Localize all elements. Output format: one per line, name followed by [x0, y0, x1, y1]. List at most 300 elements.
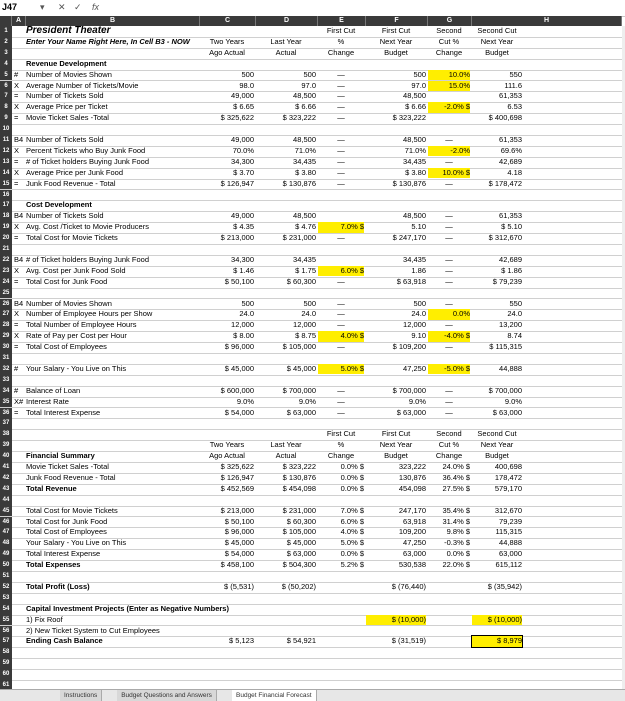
cell-c23[interactable]: $ 1.46 — [233, 265, 254, 275]
cell-d2[interactable]: Last Year — [270, 36, 302, 46]
cell-d8[interactable]: $ 6.66 — [295, 102, 316, 112]
cell-g22[interactable]: — — [445, 254, 453, 264]
cell-e48[interactable]: 5.0% $ — [340, 538, 364, 548]
row-number[interactable]: 42 — [0, 473, 12, 484]
row-number[interactable]: 58 — [0, 647, 12, 658]
cell-h5[interactable]: 550 — [509, 69, 522, 79]
cell-e38[interactable]: First Cut — [326, 429, 356, 439]
cell-reference[interactable]: J47 — [2, 2, 18, 12]
cell-f50[interactable]: 530,538 — [398, 560, 426, 570]
cell-f46[interactable]: 63,918 — [403, 516, 426, 526]
row-number[interactable]: 10 — [0, 124, 12, 135]
cell-b36[interactable]: Total Interest Expense — [26, 407, 101, 417]
cell-d39[interactable]: Last Year — [270, 440, 302, 450]
cell-d11[interactable]: 48,500 — [293, 135, 316, 144]
cell-g45[interactable]: 35.4% $ — [442, 505, 470, 515]
cell-h48[interactable]: 44,888 — [499, 538, 522, 548]
cell-c52[interactable]: $ (5,531) — [223, 581, 254, 591]
cell-b12[interactable]: Percent Tickets who Buy Junk Food — [26, 145, 146, 155]
cell-c26[interactable]: 500 — [241, 298, 254, 308]
cell-d36[interactable]: $ 63,000 — [286, 407, 316, 417]
cell-e20[interactable]: — — [337, 233, 345, 243]
cell-g23[interactable]: — — [445, 265, 453, 275]
cell-e2[interactable]: % — [337, 36, 345, 46]
cell-h26[interactable]: 550 — [509, 298, 522, 308]
cell-h19[interactable]: $ 5.10 — [501, 222, 522, 232]
cell-h14[interactable]: 4.18 — [507, 167, 522, 177]
row-number[interactable]: 17 — [0, 200, 12, 211]
cell-e30[interactable]: — — [337, 342, 345, 352]
cell-c46[interactable]: $ 50,100 — [224, 516, 254, 526]
cell-a9[interactable]: = — [14, 113, 19, 123]
row-number[interactable]: 39 — [0, 440, 12, 451]
cell-a6[interactable]: X — [14, 80, 20, 90]
cell-f26[interactable]: 500 — [413, 298, 426, 308]
row-number[interactable]: 26 — [0, 299, 12, 310]
row-number[interactable]: 18 — [0, 211, 12, 222]
cell-b29[interactable]: Rate of Pay per Cost per Hour — [26, 331, 127, 341]
column-header-g[interactable]: G — [428, 16, 472, 26]
row-number[interactable]: 38 — [0, 429, 12, 440]
row-number[interactable]: 20 — [0, 233, 12, 244]
cell-c32[interactable]: $ 45,000 — [224, 363, 254, 373]
cell-b18[interactable]: Number of Tickets Sold — [26, 211, 104, 221]
cell-f8[interactable]: $ 6.66 — [405, 102, 426, 112]
cell-h13[interactable]: 42,689 — [499, 156, 522, 166]
cell-a34[interactable]: # — [14, 385, 19, 395]
row-number[interactable]: 56 — [0, 626, 12, 637]
cell-b4[interactable]: Revenue Development — [26, 58, 107, 68]
cell-b45[interactable]: Total Cost for Movie Tickets — [26, 505, 118, 515]
cell-g47[interactable]: 9.8% $ — [446, 527, 470, 537]
cell-c3[interactable]: Ago Actual — [209, 47, 245, 57]
cell-e36[interactable]: — — [337, 407, 345, 417]
cell-f55[interactable]: $ (10,000) — [366, 615, 426, 626]
cell-c13[interactable]: 34,300 — [231, 156, 254, 166]
cell-g13[interactable]: — — [445, 156, 453, 166]
cell-e19[interactable]: 7.0% $ — [318, 222, 364, 233]
cell-e34[interactable]: — — [337, 385, 345, 395]
cell-b43[interactable]: Total Revenue — [26, 483, 77, 493]
cell-c40[interactable]: Ago Actual — [209, 451, 245, 461]
cell-a24[interactable]: = — [14, 276, 19, 286]
cell-b11[interactable]: Number of Tickets Sold — [26, 135, 104, 144]
cell-h42[interactable]: 178,472 — [494, 472, 522, 482]
cell-b27[interactable]: Number of Employee Hours per Show — [26, 309, 153, 319]
cell-a36[interactable]: = — [14, 407, 19, 417]
cell-c5[interactable]: 500 — [241, 69, 254, 79]
cell-e24[interactable]: — — [337, 276, 345, 286]
column-header-e[interactable]: E — [318, 16, 366, 26]
cell-c41[interactable]: $ 325,622 — [220, 462, 254, 471]
cell-e11[interactable]: — — [337, 135, 345, 144]
cell-d15[interactable]: $ 130,876 — [282, 178, 316, 188]
dropdown-icon[interactable]: ▾ — [40, 2, 45, 12]
cell-f42[interactable]: 130,876 — [398, 472, 426, 482]
cell-g43[interactable]: 27.5% $ — [442, 483, 470, 493]
cell-f18[interactable]: 48,500 — [403, 211, 426, 221]
row-number[interactable]: 57 — [0, 636, 12, 647]
cell-d47[interactable]: $ 105,000 — [282, 527, 316, 537]
cell-d26[interactable]: 500 — [303, 298, 316, 308]
row-number[interactable]: 29 — [0, 331, 12, 342]
cell-d6[interactable]: 97.0 — [301, 80, 316, 90]
cell-b15[interactable]: Junk Food Revenue - Total — [26, 178, 116, 188]
cell-g3[interactable]: Change — [435, 47, 463, 57]
row-number[interactable]: 2 — [0, 37, 12, 48]
cell-d12[interactable]: 71.0% — [294, 145, 316, 155]
cell-d29[interactable]: $ 8.75 — [295, 331, 316, 341]
cell-b40[interactable]: Financial Summary — [26, 451, 95, 461]
cell-g15[interactable]: — — [445, 178, 453, 188]
cell-e42[interactable]: 0.0% $ — [340, 472, 364, 482]
cell-g20[interactable]: — — [445, 233, 453, 243]
cell-b54[interactable]: Capital Investment Projects (Enter as Negative Numbers) — [26, 603, 229, 613]
row-number[interactable]: 3 — [0, 48, 12, 59]
cell-h57[interactable]: $ 8,979 — [472, 636, 522, 647]
cell-h35[interactable]: 9.0% — [504, 396, 522, 406]
cell-h24[interactable]: $ 79,239 — [492, 276, 522, 286]
cell-g6[interactable]: 15.0% — [428, 81, 470, 92]
cell-f11[interactable]: 48,500 — [403, 135, 426, 144]
cell-e6[interactable]: — — [337, 80, 345, 90]
cell-g39[interactable]: Cut % — [438, 440, 460, 450]
cell-h27[interactable]: 24.0 — [507, 309, 522, 319]
row-number[interactable]: 13 — [0, 157, 12, 168]
cell-c48[interactable]: $ 45,000 — [224, 538, 254, 548]
cell-c30[interactable]: $ 96,000 — [224, 342, 254, 352]
row-number[interactable]: 6 — [0, 81, 12, 92]
cell-b1[interactable]: President Theater — [26, 26, 111, 36]
cell-c28[interactable]: 12,000 — [231, 320, 254, 330]
row-number[interactable]: 44 — [0, 495, 12, 506]
cell-f15[interactable]: $ 130,876 — [392, 178, 426, 188]
cell-f49[interactable]: 63,000 — [403, 549, 426, 559]
row-number[interactable]: 15 — [0, 179, 12, 190]
cell-f38[interactable]: First Cut — [381, 429, 411, 439]
cell-g2[interactable]: Cut % — [438, 36, 460, 46]
cell-d7[interactable]: 48,500 — [293, 91, 316, 101]
cell-b47[interactable]: Total Cost of Employees — [26, 527, 107, 537]
cell-f7[interactable]: 48,500 — [403, 91, 426, 101]
fx-icon[interactable]: fx — [92, 2, 100, 12]
cell-e45[interactable]: 7.0% $ — [340, 505, 364, 515]
cell-b35[interactable]: Interest Rate — [26, 396, 69, 406]
cell-b9[interactable]: Movie Ticket Sales -Total — [26, 113, 109, 123]
cell-c11[interactable]: 49,000 — [231, 135, 254, 144]
row-number[interactable]: 21 — [0, 244, 12, 255]
cell-g19[interactable]: — — [445, 222, 453, 232]
cell-e46[interactable]: 6.0% $ — [340, 516, 364, 526]
cell-f36[interactable]: $ 63,000 — [396, 407, 426, 417]
cell-h45[interactable]: 312,670 — [494, 505, 522, 515]
cell-d14[interactable]: $ 3.80 — [295, 167, 316, 177]
row-number[interactable]: 25 — [0, 288, 12, 299]
cell-b41[interactable]: Movie Ticket Sales -Total — [26, 462, 109, 471]
cell-b48[interactable]: Your Salary - You Live on This — [26, 538, 127, 548]
cell-c34[interactable]: $ 600,000 — [220, 385, 254, 395]
cell-h38[interactable]: Second Cut — [477, 429, 517, 439]
cell-h40[interactable]: Budget — [485, 451, 509, 461]
row-number[interactable]: 4 — [0, 59, 12, 70]
cell-b52[interactable]: Total Profit (Loss) — [26, 581, 90, 591]
cell-f5[interactable]: 500 — [413, 69, 426, 79]
cell-b19[interactable]: Avg. Cost /Ticket to Movie Producers — [26, 222, 149, 232]
cell-c35[interactable]: 9.0% — [236, 396, 254, 406]
confirm-icon[interactable]: ✓ — [74, 2, 82, 12]
cell-d28[interactable]: 12,000 — [293, 320, 316, 330]
cell-a13[interactable]: = — [14, 156, 19, 166]
cell-c29[interactable]: $ 8.00 — [233, 331, 254, 341]
cell-b13[interactable]: # of Ticket holders Buying Junk Food — [26, 156, 149, 166]
cell-a32[interactable]: # — [14, 363, 19, 373]
cell-b26[interactable]: Number of Movies Shown — [26, 298, 112, 308]
row-number[interactable]: 23 — [0, 266, 12, 277]
cell-b17[interactable]: Cost Development — [26, 200, 92, 210]
cell-g18[interactable]: — — [445, 211, 453, 221]
cell-g36[interactable]: — — [445, 407, 453, 417]
cell-g26[interactable]: — — [445, 298, 453, 308]
cell-d46[interactable]: $ 60,300 — [286, 516, 316, 526]
cell-b20[interactable]: Total Cost for Movie Tickets — [26, 233, 118, 243]
cell-a5[interactable]: # — [14, 69, 19, 79]
cell-g32[interactable]: -5.0% $ — [428, 364, 470, 375]
cell-c2[interactable]: Two Years — [209, 36, 245, 46]
cell-f19[interactable]: 5.10 — [411, 222, 426, 232]
cell-a12[interactable]: X — [14, 145, 20, 155]
cell-b7[interactable]: Number of Tickets Sold — [26, 91, 104, 101]
cell-b32[interactable]: Your Salary - You Live on This — [26, 363, 127, 373]
cell-c20[interactable]: $ 213,000 — [220, 233, 254, 243]
cell-h32[interactable]: 44,888 — [499, 363, 522, 373]
cell-c43[interactable]: $ 452,569 — [220, 483, 254, 493]
cell-h23[interactable]: $ 1.86 — [501, 265, 522, 275]
cell-f32[interactable]: 47,250 — [403, 363, 426, 373]
cell-d3[interactable]: Actual — [275, 47, 297, 57]
cell-g42[interactable]: 36.4% $ — [442, 472, 470, 482]
cell-c14[interactable]: $ 3.70 — [233, 167, 254, 177]
cell-e3[interactable]: Change — [327, 47, 355, 57]
cell-e40[interactable]: Change — [327, 451, 355, 461]
cell-a7[interactable]: = — [14, 91, 19, 101]
cell-a27[interactable]: X — [14, 309, 20, 319]
cell-f48[interactable]: 47,250 — [403, 538, 426, 548]
cell-f29[interactable]: 9.10 — [411, 331, 426, 341]
cell-b28[interactable]: Total Number of Employee Hours — [26, 320, 137, 330]
cell-d23[interactable]: $ 1.75 — [295, 265, 316, 275]
cell-h30[interactable]: $ 115,315 — [489, 342, 522, 352]
cell-f14[interactable]: $ 3.80 — [405, 167, 426, 177]
cell-h55[interactable]: $ (10,000) — [472, 615, 522, 626]
cell-d34[interactable]: $ 700,000 — [282, 385, 316, 395]
cell-f20[interactable]: $ 247,170 — [392, 233, 426, 243]
cell-b57[interactable]: Ending Cash Balance — [26, 636, 103, 646]
cell-e50[interactable]: 5.2% $ — [340, 560, 364, 570]
cell-e29[interactable]: 4.0% $ — [318, 331, 364, 342]
cell-g24[interactable]: — — [445, 276, 453, 286]
row-number[interactable]: 8 — [0, 102, 12, 113]
cell-f2[interactable]: Next Year — [379, 36, 413, 46]
cell-e13[interactable]: — — [337, 156, 345, 166]
cell-f22[interactable]: 34,435 — [403, 254, 426, 264]
cell-d24[interactable]: $ 60,300 — [286, 276, 316, 286]
row-number[interactable]: 16 — [0, 190, 12, 201]
cell-d32[interactable]: $ 45,000 — [286, 363, 316, 373]
cell-d57[interactable]: $ 54,921 — [286, 636, 316, 646]
cell-h46[interactable]: 79,239 — [499, 516, 522, 526]
cell-b23[interactable]: Avg. Cost per Junk Food Sold — [26, 265, 126, 275]
cell-a18[interactable]: B4 — [14, 211, 24, 221]
cell-g27[interactable]: 0.0% — [428, 309, 470, 320]
row-number[interactable]: 54 — [0, 604, 12, 615]
row-number[interactable]: 22 — [0, 255, 12, 266]
cell-h12[interactable]: 69.6% — [500, 145, 522, 155]
row-number[interactable]: 1 — [0, 26, 12, 37]
cell-a23[interactable]: X — [14, 265, 20, 275]
cell-h8[interactable]: 6.53 — [507, 102, 522, 112]
sheet-tab[interactable]: Budget Questions and Answers — [117, 690, 217, 701]
cell-h22[interactable]: 42,689 — [499, 254, 522, 264]
cell-d30[interactable]: $ 105,000 — [282, 342, 316, 352]
cell-b56[interactable]: 2) New Ticket System to Cut Employees — [26, 625, 160, 635]
cell-a22[interactable]: B4 — [14, 254, 24, 264]
row-number[interactable]: 41 — [0, 462, 12, 473]
cell-e9[interactable]: — — [337, 113, 345, 123]
cell-h1[interactable]: Second Cut — [477, 26, 517, 35]
cell-a28[interactable]: = — [14, 320, 19, 330]
row-number[interactable]: 49 — [0, 549, 12, 560]
row-number[interactable]: 19 — [0, 222, 12, 233]
cell-e32[interactable]: 5.0% $ — [318, 364, 364, 375]
cell-h43[interactable]: 579,170 — [494, 483, 522, 493]
cell-c8[interactable]: $ 6.65 — [233, 102, 254, 112]
cell-g40[interactable]: Change — [435, 451, 463, 461]
row-number[interactable]: 28 — [0, 320, 12, 331]
cell-f57[interactable]: $ (31,519) — [391, 636, 426, 646]
row-number[interactable]: 24 — [0, 277, 12, 288]
row-number[interactable]: 59 — [0, 658, 12, 669]
cell-h29[interactable]: 8.74 — [507, 331, 522, 341]
row-number[interactable]: 52 — [0, 582, 12, 593]
cell-e23[interactable]: 6.0% $ — [318, 266, 364, 277]
cell-f28[interactable]: 12,000 — [403, 320, 426, 330]
row-number[interactable]: 47 — [0, 527, 12, 538]
cell-d9[interactable]: $ 323,222 — [282, 113, 316, 123]
cell-c57[interactable]: $ 5,123 — [228, 636, 254, 646]
cell-h20[interactable]: $ 312,670 — [488, 233, 522, 243]
cell-e49[interactable]: 0.0% $ — [340, 549, 364, 559]
cell-h39[interactable]: Next Year — [480, 440, 514, 450]
cell-f23[interactable]: 1.86 — [411, 265, 426, 275]
cell-d48[interactable]: $ 45,000 — [286, 538, 316, 548]
cell-g49[interactable]: 0.0% $ — [446, 549, 470, 559]
row-number[interactable]: 27 — [0, 309, 12, 320]
cell-h41[interactable]: 400,698 — [494, 462, 522, 471]
cell-h18[interactable]: 61,353 — [499, 211, 522, 221]
cell-d22[interactable]: 34,435 — [293, 254, 316, 264]
row-number[interactable]: 35 — [0, 397, 12, 408]
cell-c27[interactable]: 24.0 — [239, 309, 254, 319]
row-number[interactable]: 7 — [0, 91, 12, 102]
cell-c45[interactable]: $ 213,000 — [220, 505, 254, 515]
column-header-d[interactable]: D — [256, 16, 318, 26]
cell-a15[interactable]: = — [14, 178, 19, 188]
cell-f3[interactable]: Budget — [384, 47, 408, 57]
cell-d43[interactable]: $ 454,098 — [282, 483, 316, 493]
cell-h15[interactable]: $ 178,472 — [488, 178, 522, 188]
cell-g41[interactable]: 24.0% $ — [442, 462, 470, 471]
row-number[interactable]: 32 — [0, 364, 12, 375]
cell-d35[interactable]: 9.0% — [298, 396, 316, 406]
cell-f30[interactable]: $ 109,200 — [392, 342, 426, 352]
row-number[interactable]: 9 — [0, 113, 12, 124]
cell-e26[interactable]: — — [337, 298, 345, 308]
cell-c6[interactable]: 98.0 — [239, 80, 254, 90]
cell-d52[interactable]: $ (50,202) — [281, 581, 316, 591]
cell-h3[interactable]: Budget — [485, 47, 509, 57]
cell-h49[interactable]: 63,000 — [499, 549, 522, 559]
cell-b42[interactable]: Junk Food Revenue - Total — [26, 472, 116, 482]
cell-d18[interactable]: 48,500 — [293, 211, 316, 221]
cell-c47[interactable]: $ 96,000 — [224, 527, 254, 537]
cell-a19[interactable]: X — [14, 222, 20, 232]
cell-h6[interactable]: 111.6 — [504, 80, 522, 90]
cell-c42[interactable]: $ 126,947 — [220, 472, 254, 482]
cell-d40[interactable]: Actual — [275, 451, 297, 461]
cell-c39[interactable]: Two Years — [209, 440, 245, 450]
cell-c36[interactable]: $ 54,000 — [224, 407, 254, 417]
cell-h28[interactable]: 13,200 — [499, 320, 522, 330]
cell-c12[interactable]: 70.0% — [232, 145, 254, 155]
cell-d5[interactable]: 500 — [303, 69, 316, 79]
cell-f52[interactable]: $ (76,440) — [391, 581, 426, 591]
row-number[interactable]: 53 — [0, 593, 12, 604]
row-number[interactable]: 51 — [0, 571, 12, 582]
cell-e39[interactable]: % — [337, 440, 345, 450]
cell-b24[interactable]: Total Cost for Junk Food — [26, 276, 108, 286]
cell-f9[interactable]: $ 323,222 — [392, 113, 426, 123]
cell-f13[interactable]: 34,435 — [403, 156, 426, 166]
cell-b22[interactable]: # of Ticket holders Buying Junk Food — [26, 254, 149, 264]
cell-e35[interactable]: — — [337, 396, 345, 406]
cell-f47[interactable]: 109,200 — [398, 527, 426, 537]
column-header-f[interactable]: F — [366, 16, 428, 26]
cell-g5[interactable]: 10.0% — [428, 70, 470, 81]
cell-g12[interactable]: -2.0% — [428, 146, 470, 157]
cell-a35[interactable]: X# — [14, 396, 24, 406]
cell-g35[interactable]: — — [445, 396, 453, 406]
sheet-tab[interactable]: Instructions — [60, 690, 102, 701]
cell-c15[interactable]: $ 126,947 — [220, 178, 254, 188]
row-number[interactable]: 45 — [0, 506, 12, 517]
row-number[interactable]: 55 — [0, 615, 12, 626]
cell-d50[interactable]: $ 504,300 — [282, 560, 316, 570]
row-number[interactable]: 36 — [0, 408, 12, 419]
cell-d19[interactable]: $ 4.76 — [295, 222, 316, 232]
cell-b8[interactable]: Average Price per Ticket — [26, 102, 108, 112]
cell-c24[interactable]: $ 50,100 — [224, 276, 254, 286]
column-header-h[interactable]: H — [472, 16, 622, 26]
cell-b34[interactable]: Balance of Loan — [26, 385, 81, 395]
cell-f40[interactable]: Budget — [384, 451, 408, 461]
sheet-tab[interactable]: Budget Financial Forecast — [232, 690, 317, 701]
cell-d42[interactable]: $ 130,876 — [282, 472, 316, 482]
select-all-corner[interactable] — [0, 16, 12, 26]
cell-f1[interactable]: First Cut — [381, 26, 411, 35]
cell-a11[interactable]: B4 — [14, 135, 24, 144]
column-header-a[interactable]: A — [12, 16, 26, 26]
row-number[interactable]: 46 — [0, 517, 12, 528]
